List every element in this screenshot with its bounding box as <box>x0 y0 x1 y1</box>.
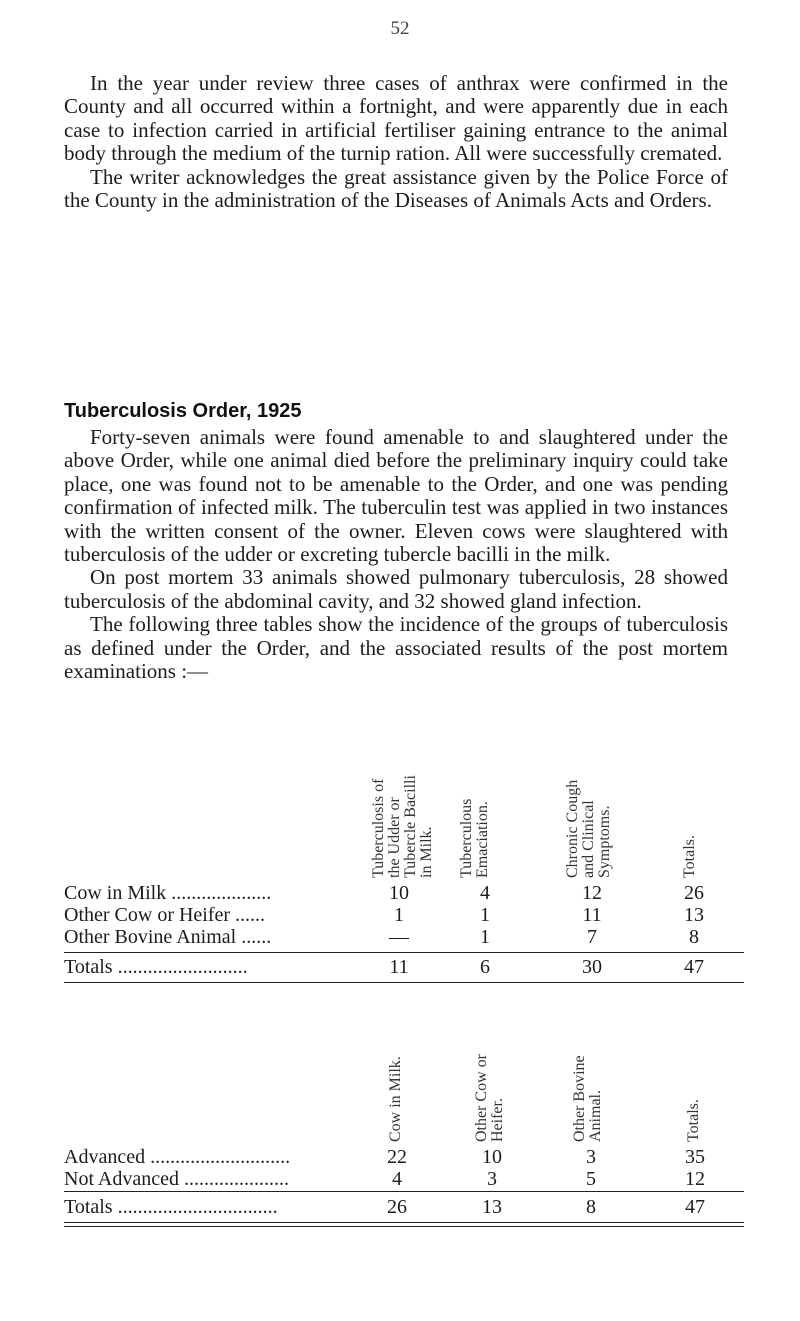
table-rule <box>64 1226 744 1227</box>
table-row <box>64 904 744 926</box>
tables-intro-paragraph: The following three tables show the incidence of the groups of tuberculosis as defined under the Order, and the associated results of the post mortem examinations :— <box>64 612 728 684</box>
table-cell: 10 <box>389 882 409 904</box>
column-header: Totals. <box>681 835 698 878</box>
column-header: Tuberculosis of the Udder or Tubercle Bacilli in Milk. <box>370 775 435 878</box>
column-header: Totals. <box>685 1099 702 1142</box>
row-label: Totals ................................ <box>64 1196 278 1218</box>
column-header: Tuberculous Emaciation. <box>458 798 491 878</box>
row-label: Cow in Milk .................... <box>64 882 272 904</box>
slaughter-paragraph: Forty-seven animals were found amenable to and slaughtered under the above Order, while one animal died before the preliminary inquiry could take place, one was found not to be amenable to the Order, and one was pending confirmation of infected milk. The tuberculin test was applied in two instances with the written consent of the owner. Eleven cows were slaughtered with tuberculosis of the udder or excreting tubercle bacilli in the milk. <box>64 425 728 567</box>
column-header: Cow in Milk. <box>387 1056 404 1142</box>
table-cell: 7 <box>587 926 597 948</box>
post-mortem-table <box>64 1040 744 1228</box>
row-label: Not Advanced ..................... <box>64 1168 289 1190</box>
table-cell: 47 <box>685 1196 705 1218</box>
table-cell: 8 <box>689 926 699 948</box>
tuberculosis-text <box>64 426 728 683</box>
table-cell: 11 <box>389 956 409 978</box>
table-cell: 5 <box>586 1168 596 1190</box>
table-cell: 4 <box>480 882 490 904</box>
row-label: Advanced ............................ <box>64 1146 291 1168</box>
table-rule <box>64 952 744 953</box>
table-cell: 8 <box>586 1196 596 1218</box>
table-row <box>64 1146 744 1168</box>
row-label: Other Cow or Heifer ...... <box>64 904 266 926</box>
table-cell: 12 <box>685 1168 705 1190</box>
intro-text <box>64 72 728 212</box>
post-mortem-paragraph: On post mortem 33 animals showed pulmonary tuberculosis, 28 showed tuberculosis of the abdominal cavity, and 32 showed gland infection. <box>64 565 728 613</box>
table-header-row <box>64 762 744 882</box>
table-cell: — <box>389 926 409 948</box>
table-cell: 35 <box>685 1146 705 1168</box>
table-cell: 22 <box>387 1146 407 1168</box>
table-cell: 13 <box>482 1196 502 1218</box>
table-cell: 4 <box>392 1168 402 1190</box>
table-rule <box>64 982 744 983</box>
table-cell: 1 <box>394 904 404 926</box>
row-label: Other Bovine Animal ...... <box>64 926 272 948</box>
column-header: Other Bovine Animal. <box>571 1055 604 1142</box>
table-header-row <box>64 1040 744 1146</box>
table-rule <box>64 1222 744 1223</box>
section-heading: Tuberculosis Order, 1925 <box>64 400 302 422</box>
totals-row <box>64 956 744 978</box>
table-cell: 26 <box>387 1196 407 1218</box>
table-cell: 3 <box>586 1146 596 1168</box>
table-cell: 13 <box>684 904 704 926</box>
table-row <box>64 882 744 904</box>
table-cell: 1 <box>480 904 490 926</box>
page-number: 52 <box>390 18 410 39</box>
table-row <box>64 926 744 948</box>
anthrax-paragraph: In the year under review three cases of anthrax were confirmed in the County and all occurred within a fortnight, and were apparently due in each case to infection carried in artificial fertiliser gaining entrance to the animal body through the medium of the turnip ration. All were successfully cremated. <box>64 71 728 166</box>
table-cell: 3 <box>487 1168 497 1190</box>
table-cell: 26 <box>684 882 704 904</box>
totals-row <box>64 1196 744 1218</box>
column-header: Chronic Cough and Clinical Symptoms. <box>564 779 613 878</box>
table-cell: 10 <box>482 1146 502 1168</box>
incidence-table <box>64 762 744 986</box>
table-cell: 6 <box>480 956 490 978</box>
police-paragraph: The writer acknowledges the great assistance given by the Police Force of the County in the administration of the Diseases of Animals Acts and Orders. <box>64 164 728 213</box>
column-header: Other Cow or Heifer. <box>473 1054 506 1142</box>
table-cell: 1 <box>480 926 490 948</box>
table-cell: 12 <box>582 882 602 904</box>
table-row <box>64 1168 744 1190</box>
row-label: Totals .......................... <box>64 956 248 978</box>
table-cell: 30 <box>582 956 602 978</box>
table-rule <box>64 1191 744 1192</box>
table-cell: 11 <box>582 904 602 926</box>
table-cell: 47 <box>684 956 704 978</box>
